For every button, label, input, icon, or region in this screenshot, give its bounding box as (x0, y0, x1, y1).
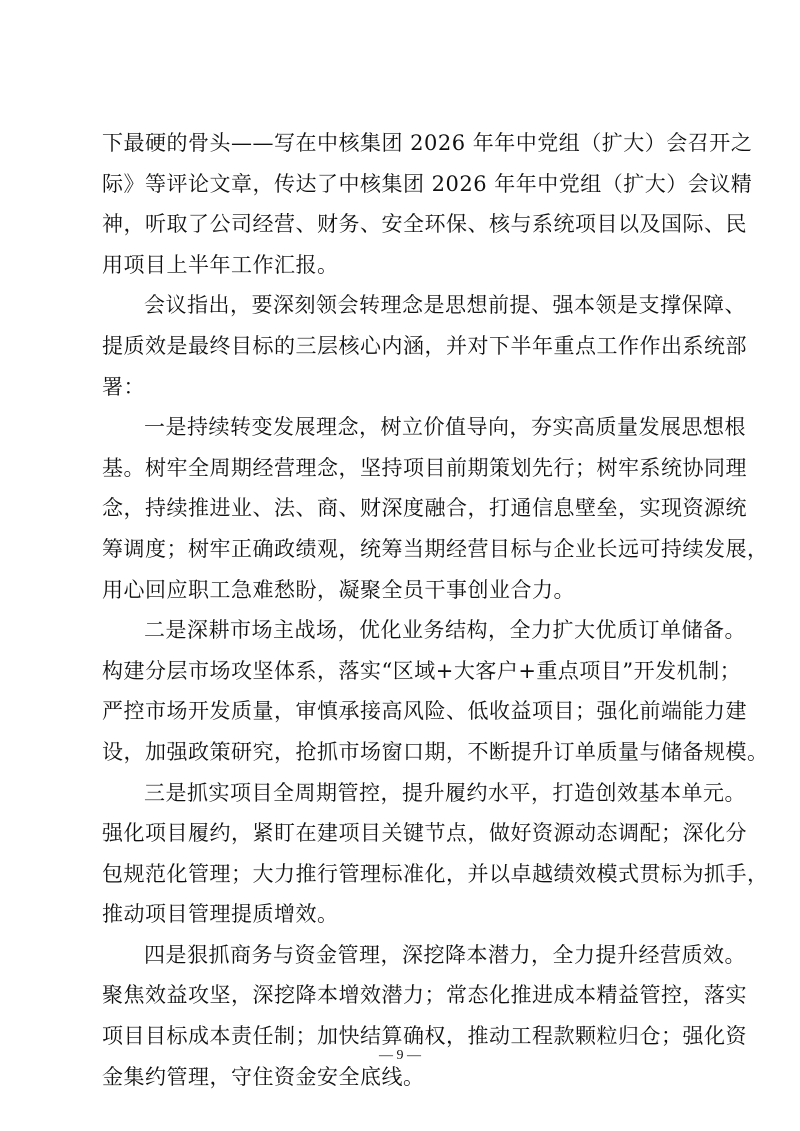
text-line: 念，持续推进业、法、商、财深度融合，打通信息壁垒，实现资源统 (102, 496, 747, 521)
text-line: 强化项目履约，紧盯在建项目关键节点，做好资源动态调配；深化分 (102, 821, 747, 846)
text-line: 设，加强政策研究，抢抓市场窗口期，不断提升订单质量与储备规模。 (102, 739, 769, 764)
text-line: 基。树牢全周期经营理念，坚持项目前期策划先行；树牢系统协同理 (102, 455, 747, 480)
text-line: 神，听取了公司经营、财务、安全环保、核与系统项目以及国际、民 (102, 212, 747, 237)
text-line: 构建分层市场攻坚体系，落实“区域+大客户+重点项目”开发机制； (102, 658, 742, 683)
text-line: 二是深耕市场主战场，优化业务结构，全力扩大优质订单储备。 (144, 618, 746, 643)
text-line: 下最硬的骨头——写在中核集团 2026 年年中党组（扩大）会召开之 (102, 131, 753, 155)
text-line: 三是抓实项目全周期管控，提升履约水平，打造创效基本单元。 (144, 780, 746, 805)
text-line: 包规范化管理；大力推行管理标准化，并以卓越绩效模式贯标为抓手， (102, 861, 769, 886)
body-text (102, 123, 769, 1097)
text-line: 一是持续转变发展理念，树立价值导向，夯实高质量发展思想根 (144, 415, 746, 440)
text-line: 四是狠抓商务与资金管理，深挖降本潜力，全力提升经营质效。 (144, 942, 746, 967)
text-line: 金集约管理，守住资金安全底线。 (102, 1064, 425, 1089)
text-line: 会议指出，要深刻领会转理念是思想前提、强本领是支撑保障、 (144, 293, 746, 318)
text-line: 筹调度；树牢正确政绩观，统筹当期经营目标与企业长远可持续发展， (102, 536, 769, 561)
text-line: 际》等评论文章，传达了中核集团 2026 年年中党组（扩大）会议精 (102, 171, 753, 196)
text-line: 推动项目管理提质增效。 (102, 902, 339, 927)
text-line: 提质效是最终目标的三层核心内涵，并对下半年重点工作作出系统部 (102, 333, 747, 358)
text-line: 项目目标成本责任制；加快结算确权，推动工程款颗粒归仓；强化资 (102, 1024, 747, 1049)
text-line: 用项目上半年工作汇报。 (102, 252, 339, 277)
text-line: 署： (102, 374, 145, 399)
text-line: 用心回应职工急难愁盼，凝聚全员干事创业合力。 (102, 577, 575, 602)
text-line: 聚焦效益攻坚，深挖降本增效潜力；常态化推进成本精益管控，落实 (102, 983, 747, 1008)
page-number: — 9 — (379, 1048, 421, 1063)
text-line: 严控市场开发质量，审慎承接高风险、低收益项目；强化前端能力建 (102, 699, 747, 724)
